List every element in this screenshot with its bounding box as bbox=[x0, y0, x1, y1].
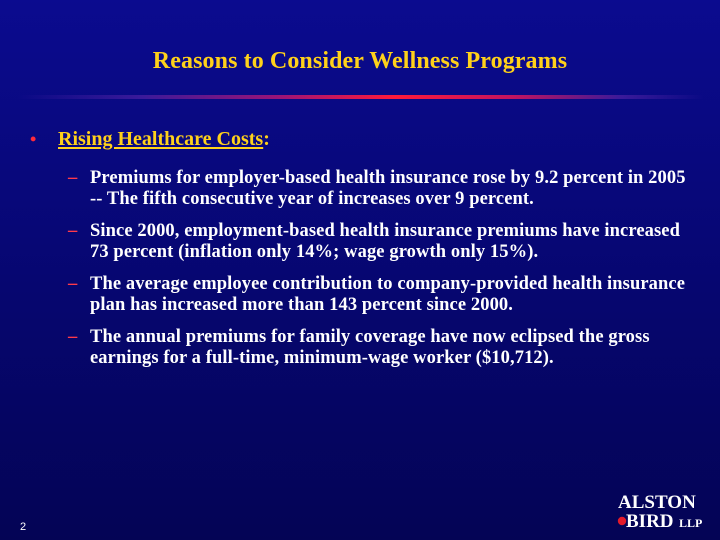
title-divider bbox=[18, 95, 704, 99]
dash-icon: – bbox=[68, 327, 78, 347]
dash-icon: – bbox=[68, 274, 78, 294]
slide-title: Reasons to Consider Wellness Programs bbox=[152, 48, 568, 74]
sub-bullet-text: The annual premiums for family coverage have now eclipsed the gross earnings for a full-time, minimum-wage worker ($10,712). bbox=[90, 327, 650, 368]
dash-icon: – bbox=[68, 168, 78, 188]
alston-bird-logo bbox=[612, 488, 712, 530]
logo-line2: BIRD bbox=[626, 511, 674, 530]
logo-accent-dot bbox=[618, 517, 626, 525]
sub-bullet-item bbox=[68, 168, 688, 210]
sub-bullet-item bbox=[68, 327, 688, 369]
dash-icon: – bbox=[68, 221, 78, 241]
bullet-heading-row bbox=[30, 128, 270, 151]
bullet-heading-colon: : bbox=[263, 128, 270, 150]
logo-line1: ALSTON bbox=[618, 492, 696, 513]
sub-bullet-text: The average employee contribution to company-provided health insurance plan has increased more than 143 percent since 2000. bbox=[90, 274, 686, 315]
bullet-heading-text: Rising Healthcare Costs bbox=[58, 128, 264, 150]
sub-bullet-text: Since 2000, employment-based health insurance premiums have increased 73 percent (inflation only 14%; wage growth only 15%). bbox=[90, 221, 680, 262]
bullet-heading bbox=[58, 128, 270, 151]
page-number: 2 bbox=[20, 521, 27, 533]
sub-bullet-list bbox=[68, 168, 688, 380]
bullet-icon: • bbox=[30, 129, 37, 149]
logo-suffix: LLP bbox=[679, 516, 703, 530]
sub-bullet-item bbox=[68, 221, 688, 263]
sub-bullet-text: Premiums for employer-based health insurance rose by 9.2 percent in 2005 -- The fifth consecutive year of increases over 9 percent. bbox=[90, 168, 686, 209]
sub-bullet-item bbox=[68, 274, 688, 316]
